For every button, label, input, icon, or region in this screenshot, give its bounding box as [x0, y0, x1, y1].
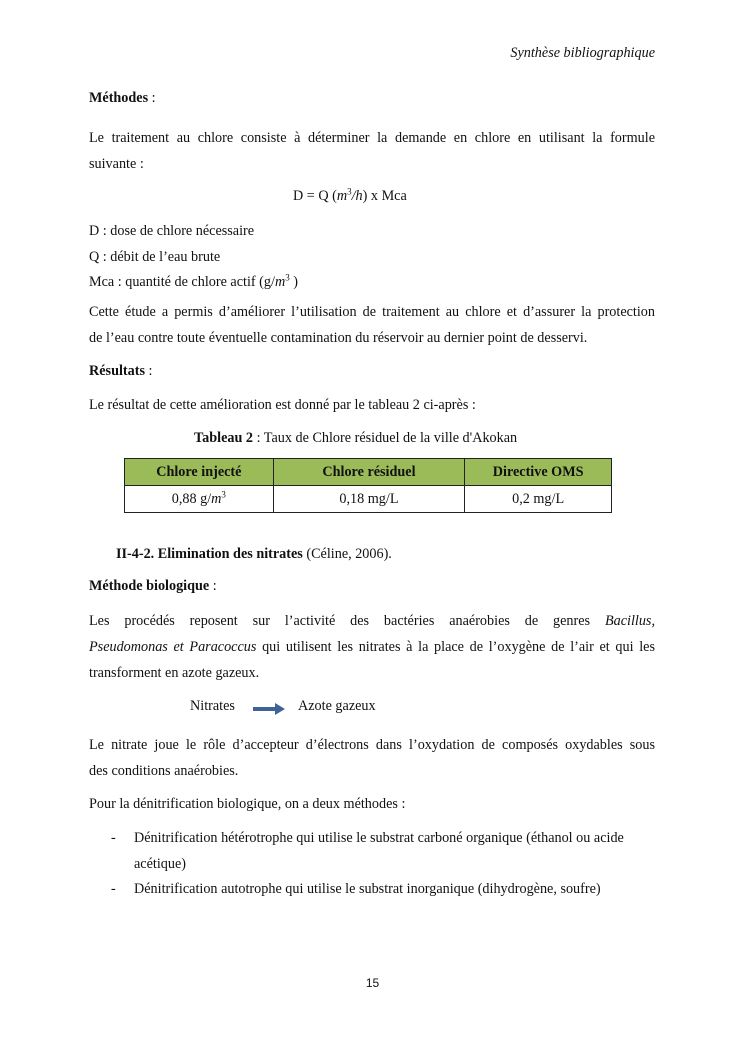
bullet-1-line-1: Dénitrification hétérotrophe qui utilise le substrat carboné organique (éthanol ou acide: [134, 830, 624, 846]
bio-line-2: Pseudomonas et Paracoccus qui utilisent les nitrates à la place de l’oxygène de l’air et qui les: [89, 639, 655, 655]
cell-chlore-injecte: 0,88 $g/m^3$: [125, 486, 274, 513]
bullet-dash: -: [111, 881, 116, 897]
section-heading: II-4-2. Elimination des nitrates (Céline, 2006).: [116, 546, 392, 562]
denitrification-intro: Pour la dénitrification biologique, on a deux méthodes :: [89, 796, 406, 812]
bullet-2-line-1: Dénitrification autotrophe qui utilise le substrat inorganique (dihydrogène, soufre): [134, 881, 601, 897]
cell-chlore-residuel: 0,18 mg/L: [273, 486, 465, 513]
table-header-cell: Chlore résiduel: [273, 459, 465, 486]
bio-heading: Méthode biologique :: [89, 578, 217, 594]
table-caption: Tableau 2 : Taux de Chlore résiduel de la ville d'Akokan: [194, 430, 518, 446]
arrow-shaft: [253, 707, 277, 711]
chlorine-formula: D = Q $(m^3/h)$ x Mca: [293, 186, 407, 204]
nitrate-line-1: Le nitrate joue le rôle d’accepteur d’électrons dans l’oxydation de composés oxydables sous: [89, 737, 655, 753]
running-header: Synthèse bibliographique: [510, 45, 655, 61]
table-header-cell: Directive OMS: [465, 459, 612, 486]
definition-mca: Mca : quantité de chlore actif ($g/m^3$ ): [89, 272, 298, 290]
bio-line-1: Les procédés reposent sur l’activité des bactéries anaérobies de genres Bacillus,: [89, 613, 655, 629]
resultats-intro: Le résultat de cette amélioration est donné par le tableau 2 ci-après :: [89, 397, 476, 413]
bullet-dash: -: [111, 830, 116, 846]
table-header-cell: Chlore injecté: [125, 459, 274, 486]
definition-d: D : dose de chlore nécessaire: [89, 223, 255, 239]
chlorine-table: [124, 458, 612, 513]
resultats-heading: Résultats :: [89, 363, 153, 379]
definition-q: Q : débit de l’eau brute: [89, 249, 221, 265]
arrow-head: [275, 703, 285, 715]
right-arrow-icon: [253, 703, 285, 715]
table-row: [125, 486, 612, 513]
table-header-row: [125, 459, 612, 486]
methodes-paragraph-line-1: Cette étude a permis d’améliorer l’utilisation de traitement au chlore et d’assurer la protection: [89, 304, 655, 320]
bullet-1-line-2: acétique): [134, 856, 186, 872]
reaction-to: Azote gazeux: [298, 698, 376, 714]
bio-line-3: transforment en azote gazeux.: [89, 665, 260, 681]
reaction-from: Nitrates: [190, 698, 235, 714]
methodes-paragraph-line-2: de l’eau contre toute éventuelle contamination du réservoir au dernier point de desservi.: [89, 330, 588, 346]
nitrate-line-2: des conditions anaérobies.: [89, 763, 239, 779]
cell-directive-oms: 0,2 mg/L: [465, 486, 612, 513]
methodes-intro-line-1: Le traitement au chlore consiste à déterminer la demande en chlore en utilisant la formule: [89, 130, 655, 146]
methodes-heading: Méthodes :: [89, 90, 156, 106]
page-number: 15: [365, 976, 380, 990]
methodes-intro-line-2: suivante :: [89, 156, 144, 172]
